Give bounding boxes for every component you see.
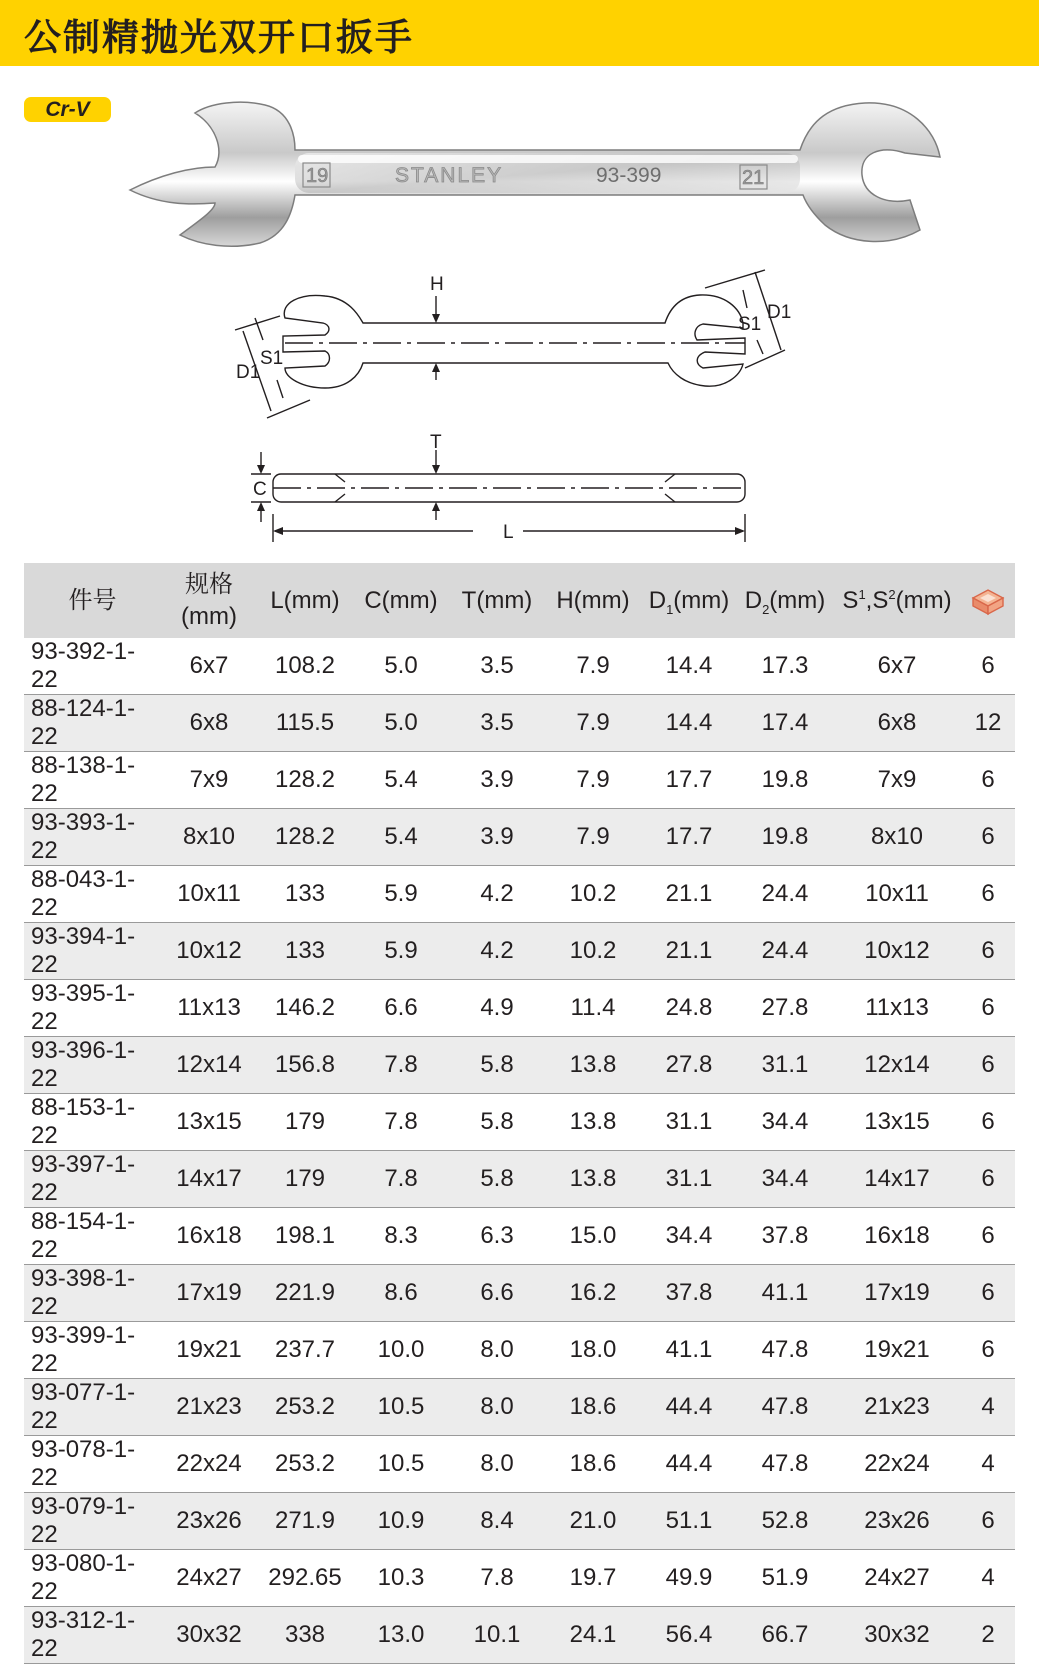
- cell-t: 4.9: [449, 980, 545, 1037]
- cell-l: 253.2: [257, 1436, 353, 1493]
- cell-spec: 13x15: [161, 1094, 257, 1151]
- cell-t: 6.3: [449, 1208, 545, 1265]
- cell-d2: 19.8: [737, 809, 833, 866]
- cell-qty: 6: [961, 923, 1015, 980]
- cell-d1: 17.7: [641, 809, 737, 866]
- cell-t: 5.8: [449, 1094, 545, 1151]
- header-s-sup1: 1: [858, 586, 866, 602]
- table-row: [24, 1037, 1015, 1094]
- cell-c: 6.6: [353, 980, 449, 1037]
- header-code: [24, 563, 161, 638]
- cell-spec: 30x32: [161, 1607, 257, 1664]
- cell-l: 115.5: [257, 695, 353, 752]
- cell-c: 5.9: [353, 923, 449, 980]
- cell-spec: 14x17: [161, 1151, 257, 1208]
- cell-h: 10.2: [545, 866, 641, 923]
- cell-d1: 31.1: [641, 1151, 737, 1208]
- header-l: L(mm): [257, 563, 353, 638]
- header-qty: [961, 563, 1015, 638]
- header-d1-unit: (mm): [673, 586, 730, 614]
- cell-h: 18.6: [545, 1436, 641, 1493]
- cell-c: 7.8: [353, 1094, 449, 1151]
- cell-h: 7.9: [545, 809, 641, 866]
- cell-code: 93-312-1-22: [24, 1607, 161, 1664]
- cell-s: 12x14: [833, 1037, 961, 1094]
- cell-code: 88-043-1-22: [24, 866, 161, 923]
- cell-t: 5.8: [449, 1037, 545, 1094]
- cell-spec: 16x18: [161, 1208, 257, 1265]
- cell-spec: 6x8: [161, 695, 257, 752]
- header-d1: [641, 563, 737, 638]
- cell-d1: 14.4: [641, 638, 737, 695]
- cell-d2: 37.8: [737, 1208, 833, 1265]
- cell-h: 13.8: [545, 1037, 641, 1094]
- cell-d1: 21.1: [641, 866, 737, 923]
- cell-l: 253.2: [257, 1379, 353, 1436]
- cell-s: 16x18: [833, 1208, 961, 1265]
- cell-s: 10x11: [833, 866, 961, 923]
- cell-code: 88-138-1-22: [24, 752, 161, 809]
- cell-h: 7.9: [545, 752, 641, 809]
- cell-s: 23x26: [833, 1493, 961, 1550]
- top-view-diagram: [225, 268, 805, 428]
- cell-l: 292.65: [257, 1550, 353, 1607]
- header-d2-sub: 2: [762, 601, 770, 617]
- cell-d2: 47.8: [737, 1436, 833, 1493]
- cell-c: 13.0: [353, 1607, 449, 1664]
- cell-l: 133: [257, 923, 353, 980]
- cell-d1: 44.4: [641, 1379, 737, 1436]
- header-s-sup2: 2: [888, 586, 896, 602]
- header-h: H(mm): [545, 563, 641, 638]
- cell-d2: 31.1: [737, 1037, 833, 1094]
- cell-s: 21x23: [833, 1379, 961, 1436]
- cell-l: 156.8: [257, 1037, 353, 1094]
- cell-c: 10.0: [353, 1322, 449, 1379]
- cell-spec: 8x10: [161, 809, 257, 866]
- cell-c: 10.3: [353, 1550, 449, 1607]
- cell-t: 6.6: [449, 1265, 545, 1322]
- table-row: [24, 1265, 1015, 1322]
- table-row: [24, 1208, 1015, 1265]
- cell-t: 3.9: [449, 809, 545, 866]
- table-row: [24, 866, 1015, 923]
- cell-qty: 4: [961, 1550, 1015, 1607]
- cell-d1: 24.8: [641, 980, 737, 1037]
- cell-c: 10.9: [353, 1493, 449, 1550]
- cell-h: 13.8: [545, 1094, 641, 1151]
- cell-l: 133: [257, 866, 353, 923]
- cell-d2: 47.8: [737, 1322, 833, 1379]
- cell-h: 15.0: [545, 1208, 641, 1265]
- cell-l: 237.7: [257, 1322, 353, 1379]
- cell-h: 19.7: [545, 1550, 641, 1607]
- table-header-row: [24, 563, 1015, 638]
- wrench-model: 93-399: [596, 164, 662, 187]
- header-d1-main: D: [648, 586, 667, 614]
- cell-spec: 24x27: [161, 1550, 257, 1607]
- wrench-size-left: 19: [306, 165, 329, 187]
- dim-c-label: C: [253, 479, 267, 500]
- cell-l: 338: [257, 1607, 353, 1664]
- table-row: [24, 1493, 1015, 1550]
- cell-d2: 34.4: [737, 1094, 833, 1151]
- cell-c: 5.9: [353, 866, 449, 923]
- table-row: [24, 1550, 1015, 1607]
- cell-spec: 7x9: [161, 752, 257, 809]
- header-d2-main: D: [744, 586, 763, 614]
- header-d2-unit: (mm): [769, 586, 826, 614]
- cell-spec: 23x26: [161, 1493, 257, 1550]
- cell-qty: 6: [961, 980, 1015, 1037]
- cell-d2: 17.4: [737, 695, 833, 752]
- cell-s: 11x13: [833, 980, 961, 1037]
- dim-d1-right-label: D1: [767, 302, 792, 323]
- cell-code: 88-153-1-22: [24, 1094, 161, 1151]
- cell-s: 10x12: [833, 923, 961, 980]
- cell-d1: 17.7: [641, 752, 737, 809]
- cell-h: 16.2: [545, 1265, 641, 1322]
- header-spec-line2: (mm): [181, 602, 237, 630]
- cell-h: 24.1: [545, 1607, 641, 1664]
- dim-s1-right-label: S1: [738, 314, 762, 335]
- cell-code: 93-392-1-22: [24, 638, 161, 695]
- cell-d2: 17.3: [737, 638, 833, 695]
- cell-s: 8x10: [833, 809, 961, 866]
- cell-spec: 22x24: [161, 1436, 257, 1493]
- cell-s: 30x32: [833, 1607, 961, 1664]
- cell-d1: 44.4: [641, 1436, 737, 1493]
- cell-code: 88-154-1-22: [24, 1208, 161, 1265]
- cell-code: 93-080-1-22: [24, 1550, 161, 1607]
- cell-l: 198.1: [257, 1208, 353, 1265]
- cell-code: 93-397-1-22: [24, 1151, 161, 1208]
- header-s-unit: (mm): [895, 586, 952, 614]
- cell-code: 93-396-1-22: [24, 1037, 161, 1094]
- table-row: [24, 1094, 1015, 1151]
- cell-d1: 14.4: [641, 695, 737, 752]
- cell-d2: 24.4: [737, 866, 833, 923]
- cell-c: 7.8: [353, 1037, 449, 1094]
- cell-t: 4.2: [449, 923, 545, 980]
- cell-t: 8.0: [449, 1379, 545, 1436]
- cell-d2: 41.1: [737, 1265, 833, 1322]
- table-row: [24, 1379, 1015, 1436]
- material-badge: Cr-V: [24, 97, 111, 122]
- cell-qty: 6: [961, 1208, 1015, 1265]
- table-row: [24, 752, 1015, 809]
- cell-c: 7.8: [353, 1151, 449, 1208]
- cell-d1: 27.8: [641, 1037, 737, 1094]
- cell-code: 93-394-1-22: [24, 923, 161, 980]
- cell-qty: 6: [961, 1265, 1015, 1322]
- cell-h: 18.0: [545, 1322, 641, 1379]
- header-d1-sub: 1: [666, 601, 674, 617]
- table-row: [24, 809, 1015, 866]
- cell-s: 6x7: [833, 638, 961, 695]
- header-d2: [737, 563, 833, 638]
- cell-d2: 19.8: [737, 752, 833, 809]
- cell-qty: 4: [961, 1436, 1015, 1493]
- cell-qty: 4: [961, 1379, 1015, 1436]
- table-row: [24, 1607, 1015, 1664]
- cell-qty: 6: [961, 752, 1015, 809]
- cell-h: 7.9: [545, 638, 641, 695]
- table-row: [24, 1436, 1015, 1493]
- cell-s: 6x8: [833, 695, 961, 752]
- cell-spec: 10x12: [161, 923, 257, 980]
- cell-l: 108.2: [257, 638, 353, 695]
- cell-h: 18.6: [545, 1379, 641, 1436]
- table-row: [24, 638, 1015, 695]
- cell-l: 146.2: [257, 980, 353, 1037]
- cell-s: 22x24: [833, 1436, 961, 1493]
- cell-t: 10.1: [449, 1607, 545, 1664]
- cell-spec: 17x19: [161, 1265, 257, 1322]
- cell-h: 7.9: [545, 695, 641, 752]
- cell-qty: 6: [961, 1094, 1015, 1151]
- cell-code: 93-399-1-22: [24, 1322, 161, 1379]
- cell-t: 8.0: [449, 1322, 545, 1379]
- title-bar: [0, 0, 1039, 66]
- cell-qty: 6: [961, 1037, 1015, 1094]
- cell-l: 179: [257, 1094, 353, 1151]
- cell-h: 11.4: [545, 980, 641, 1037]
- cell-spec: 19x21: [161, 1322, 257, 1379]
- cell-spec: 11x13: [161, 980, 257, 1037]
- cell-h: 13.8: [545, 1151, 641, 1208]
- cell-h: 21.0: [545, 1493, 641, 1550]
- cell-d2: 24.4: [737, 923, 833, 980]
- cell-code: 93-398-1-22: [24, 1265, 161, 1322]
- cell-d1: 37.8: [641, 1265, 737, 1322]
- cell-l: 221.9: [257, 1265, 353, 1322]
- cell-spec: 21x23: [161, 1379, 257, 1436]
- cell-code: 93-079-1-22: [24, 1493, 161, 1550]
- cell-code: 93-077-1-22: [24, 1379, 161, 1436]
- cell-d1: 31.1: [641, 1094, 737, 1151]
- cell-t: 3.5: [449, 638, 545, 695]
- cell-t: 3.5: [449, 695, 545, 752]
- wrench-brand: STANLEY: [395, 164, 504, 187]
- cell-code: 93-393-1-22: [24, 809, 161, 866]
- header-code-text: 件号: [68, 586, 117, 614]
- cell-h: 10.2: [545, 923, 641, 980]
- cell-qty: 6: [961, 1151, 1015, 1208]
- cell-c: 5.0: [353, 695, 449, 752]
- header-spec-line1: 规格: [185, 570, 233, 598]
- cell-c: 10.5: [353, 1436, 449, 1493]
- cell-t: 4.2: [449, 866, 545, 923]
- table-row: [24, 980, 1015, 1037]
- cell-d1: 56.4: [641, 1607, 737, 1664]
- cell-l: 179: [257, 1151, 353, 1208]
- wrench-size-right: 21: [742, 167, 765, 189]
- dim-d1-left-label: D1: [236, 362, 261, 383]
- cell-s: 24x27: [833, 1550, 961, 1607]
- header-s-main: S: [842, 586, 859, 614]
- cell-d2: 52.8: [737, 1493, 833, 1550]
- table-row: [24, 1322, 1015, 1379]
- cell-t: 5.8: [449, 1151, 545, 1208]
- header-s: [833, 563, 961, 638]
- cell-qty: 6: [961, 1493, 1015, 1550]
- cell-t: 8.0: [449, 1436, 545, 1493]
- table-row: [24, 1151, 1015, 1208]
- cell-l: 271.9: [257, 1493, 353, 1550]
- cell-t: 8.4: [449, 1493, 545, 1550]
- table-row: [24, 695, 1015, 752]
- cell-d1: 41.1: [641, 1322, 737, 1379]
- cell-c: 5.0: [353, 638, 449, 695]
- cell-s: 14x17: [833, 1151, 961, 1208]
- dim-h-label: H: [430, 274, 444, 295]
- cell-l: 128.2: [257, 752, 353, 809]
- dim-l-label: L: [503, 522, 514, 543]
- cell-qty: 6: [961, 809, 1015, 866]
- cell-s: 7x9: [833, 752, 961, 809]
- cell-t: 7.8: [449, 1550, 545, 1607]
- cell-d1: 21.1: [641, 923, 737, 980]
- cell-d2: 34.4: [737, 1151, 833, 1208]
- cell-qty: 6: [961, 866, 1015, 923]
- table-body: [24, 638, 1015, 1664]
- cell-s: 13x15: [833, 1094, 961, 1151]
- cell-code: 93-395-1-22: [24, 980, 161, 1037]
- cell-c: 5.4: [353, 809, 449, 866]
- header-spec: [161, 563, 257, 638]
- cell-qty: 6: [961, 1322, 1015, 1379]
- cell-d2: 27.8: [737, 980, 833, 1037]
- cell-d2: 66.7: [737, 1607, 833, 1664]
- cell-qty: 2: [961, 1607, 1015, 1664]
- header-c: C(mm): [353, 563, 449, 638]
- cell-c: 5.4: [353, 752, 449, 809]
- box-icon: [970, 586, 1006, 616]
- cell-code: 93-078-1-22: [24, 1436, 161, 1493]
- cell-qty: 12: [961, 695, 1015, 752]
- cell-c: 8.6: [353, 1265, 449, 1322]
- cell-d1: 51.1: [641, 1493, 737, 1550]
- header-t: T(mm): [449, 563, 545, 638]
- cell-d2: 51.9: [737, 1550, 833, 1607]
- cell-spec: 12x14: [161, 1037, 257, 1094]
- header-s-sep: ,S: [865, 586, 889, 614]
- cell-d1: 49.9: [641, 1550, 737, 1607]
- cell-code: 88-124-1-22: [24, 695, 161, 752]
- cell-s: 17x19: [833, 1265, 961, 1322]
- cell-spec: 6x7: [161, 638, 257, 695]
- cell-c: 10.5: [353, 1379, 449, 1436]
- cell-l: 128.2: [257, 809, 353, 866]
- cell-d1: 34.4: [641, 1208, 737, 1265]
- dim-t-label: T: [430, 432, 442, 453]
- spec-table: [24, 563, 1015, 1664]
- table-row: [24, 923, 1015, 980]
- cell-c: 8.3: [353, 1208, 449, 1265]
- dim-s1-left-label: S1: [260, 348, 284, 369]
- cell-d2: 47.8: [737, 1379, 833, 1436]
- cell-spec: 10x11: [161, 866, 257, 923]
- cell-s: 19x21: [833, 1322, 961, 1379]
- cell-t: 3.9: [449, 752, 545, 809]
- side-view-diagram: [245, 430, 765, 545]
- wrench-photo: [120, 95, 950, 255]
- page-title: 公制精抛光双开口扳手: [24, 16, 414, 59]
- cell-qty: 6: [961, 638, 1015, 695]
